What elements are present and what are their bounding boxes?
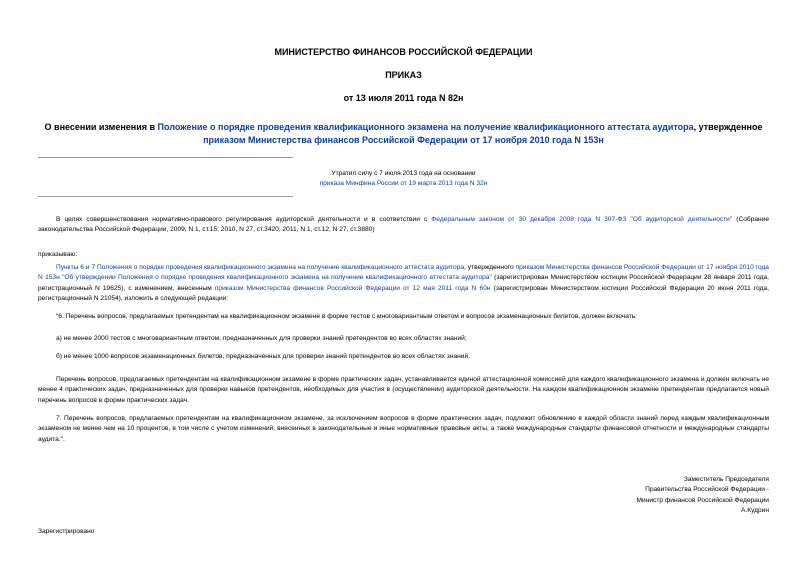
main-text-3: (зарегистрирован Министерством юстиции Российской Федерации 20 июня 2011 года, регистрационный N 21054), изложить в следующей редакции: — [38, 284, 769, 302]
signature-line-3: Министр финансов Российской Федерации — [636, 496, 769, 504]
title-link-regulation[interactable]: Положение о порядке проведения квалификационного экзамена на получение квалификационного аттестата аудитора — [157, 122, 694, 132]
signature-block — [637, 475, 769, 516]
item-6: "6. Перечень вопросов, предлагаемых претендентам на квалификационном экзамене в форме тестов с многовариантным ответом и вопросов экзаменационных билетов, должен включать: — [56, 313, 638, 320]
divider-bottom — [38, 196, 293, 197]
main-link-regulation[interactable]: Положения о порядке проведения квалификационного экзамена на получение квалификационного аттестата аудитора — [97, 264, 465, 271]
item-7: 7. Перечень вопросов, предлагаемых претендентам на квалификационном экзамене, за исключением вопросов в форме практических задач, подлежит обновлению в каждой области знаний перед каждым квалификационным экзаменом не менее чем на 10 процентов, в том числе с учетом изменений, внесенных в законодательные и иные нормативные правовые акты, а также международные стандарты финансовой отчетности и международные стандарты аудита.". — [38, 415, 769, 443]
document-title — [38, 121, 769, 147]
preamble-text-1: В целях совершенствования нормативно-правового регулирования аудиторской деятельности и в соответствии с — [56, 216, 432, 223]
main-text-1: , утвержденного — [464, 264, 516, 271]
preamble-link-law-307fz[interactable]: Федеральным законом от 30 декабря 2008 года N 307-ФЗ "Об аудиторской деятельности" — [431, 216, 733, 223]
main-text-2: (зарегистрирован Министерством юстиции Российской Федерации 28 января 2011 года, регистрационный N 19625), с изменением, внесенным — [38, 274, 769, 292]
signature-line-4: А.Кудрин — [741, 506, 769, 514]
preamble-text-2: (Собрание законодательства Российской Федерации, 2009, N 1, ст.15; 2010, N 27, ст.3420; 2011, N 1, ст.12; N 27, ст.3880) — [38, 216, 769, 234]
order-word: приказываю: — [38, 251, 78, 258]
status-note — [120, 169, 687, 190]
preamble-paragraph — [38, 215, 769, 236]
title-text-2: , утвержденное — [693, 122, 763, 132]
status-link-order-32n[interactable]: приказа Минфина России от 19 марта 2013 года N 32н — [319, 180, 488, 188]
registered-label: Зарегистрировано — [38, 528, 95, 535]
main-link-order-153n[interactable]: приказом Министерства финансов Российской Федерации от 17 ноября 2010 года N 153н "Об утверждении Положения о порядке проведения квалификационного экзамена на получение квалификационного аттестата аудитора" — [38, 264, 769, 282]
divider-top — [38, 157, 293, 158]
main-link-order-60n[interactable]: приказом Министерства финансов Российской Федерации от 12 мая 2011 года N 60н — [214, 284, 491, 292]
ministry-heading: МИНИСТЕРСТВО ФИНАНСОВ РОССИЙСКОЙ ФЕДЕРАЦИИ — [274, 47, 533, 57]
main-link-points-6-7[interactable]: Пункты 6 и 7 — [56, 264, 96, 271]
title-link-order-153n[interactable]: приказом Министерства финансов Российской Федерации от 17 ноября 2010 года N 153н — [203, 135, 604, 145]
signature-line-1: Заместитель Председателя — [683, 476, 769, 483]
status-line: Утратил силу с 7 июля 2013 года на основании — [331, 170, 476, 177]
title-text-1: О внесении изменения в — [44, 122, 158, 132]
item-b: б) не менее 1000 вопросов экзаменационных билетов, предназначенных для проверки знаний претендентов во всех областях знаний. — [56, 353, 470, 360]
item-a: а) не менее 2000 тестов с многовариантным ответом, предназначенных для проверки знаний претендентов во всех областях знаний; — [56, 335, 467, 342]
document-type: ПРИКАЗ — [385, 70, 422, 80]
signature-line-2: Правительства Российской Федерации - — [645, 486, 769, 494]
main-paragraph — [38, 263, 769, 304]
document-date-number: от 13 июля 2011 года N 82н — [343, 93, 464, 103]
practical-tasks-paragraph: Перечень вопросов, предлагаемых претендентам на квалификационном экзамене в форме практических задач, устанавливается единой аттестационной комиссией для каждого квалификационного экзамена и должен включать не менее 4 практических задач, предназначенных для проверки навыков претендентов, необходимых для участия в (осуществлении) аудиторской деятельности. На каждом квалификационном экзамене претендентам предлагается новый перечень вопросов в форме практических задач. — [38, 376, 769, 404]
